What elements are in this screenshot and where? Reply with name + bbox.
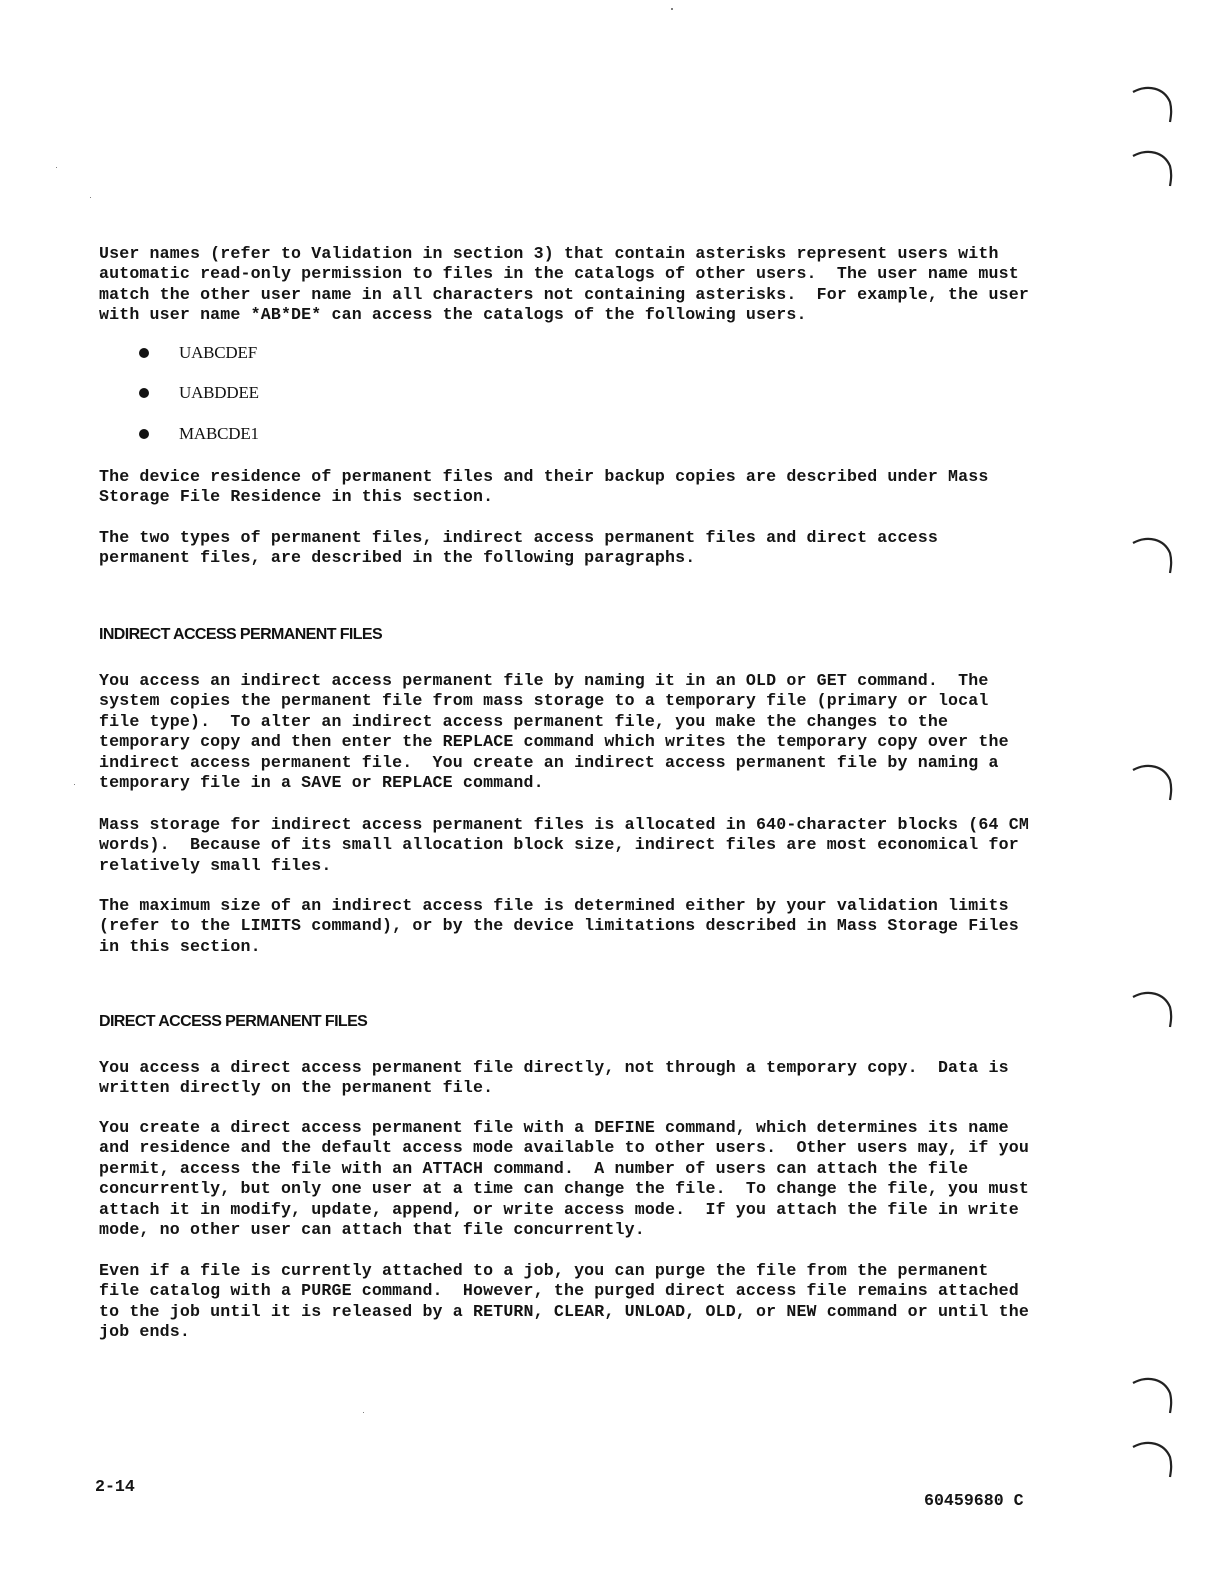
bullet-icon (139, 429, 149, 439)
paragraph-define-command: You create a direct access permanent file with a DEFINE command, which determines its name and residence and the default access mode available to other users. Other users may, if you permit, access the file with an ATTACH command. A number of users can attach the file concurrently, but only one user at a time can change the file. To change the file, you must attach it in modify, update, append, or write access mode. If you attach the file in write mode, no other user can attach that file concurrently. (99, 1118, 1029, 1240)
paragraph-user-names: User names (refer to Validation in section 3) that contain asterisks represent users with automatic read-only permission to files in the catalogs of other users. The user name must match the other user name in all characters not containing asterisks. For example, the user with user name *AB*DE* can access the catalogs of the following users. (99, 244, 1029, 325)
binder-hole-icon (1126, 82, 1176, 132)
bullet-icon (139, 388, 149, 398)
scan-speck (74, 784, 75, 785)
binder-hole-icon (1126, 987, 1176, 1037)
list-item (139, 343, 257, 363)
paragraph-device-residence: The device residence of permanent files and their backup copies are described under Mass Storage File Residence in this section. (99, 467, 989, 507)
scan-speck (671, 8, 673, 10)
binder-hole-icon (1126, 1437, 1176, 1487)
document-number: 60459680 C (924, 1491, 1024, 1510)
paragraph-maximum-size: The maximum size of an indirect access file is determined either by your validation limits (refer to the LIMITS command), or by the device limitations described in Mass Storage Files in this section. (99, 896, 1019, 956)
section-heading-direct: DIRECT ACCESS PERMANENT FILES (99, 1013, 368, 1030)
paragraph-purge-command: Even if a file is currently attached to a job, you can purge the file from the permanent file catalog with a PURGE command. However, the purged direct access file remains attached to the job until it is released by a RETURN, CLEAR, UNLOAD, OLD, or NEW command or until the job ends. (99, 1261, 1029, 1342)
bullet-user-name: UABDDEE (179, 383, 259, 402)
binder-hole-icon (1126, 760, 1176, 810)
binder-hole-icon (1126, 1373, 1176, 1423)
bullet-user-name: MABCDE1 (179, 424, 259, 443)
bullet-user-name: UABCDEF (179, 343, 257, 362)
paragraph-indirect-access: You access an indirect access permanent file by naming it in an OLD or GET command. The system copies the permanent file from mass storage to a temporary file (primary or local file type). To alter an indirect access permanent file, you make the changes to the temporary copy and then enter the REPLACE command which writes the temporary copy over the indirect access permanent file. You create an indirect access permanent file by naming a temporary file in a SAVE or REPLACE command. (99, 671, 1009, 793)
section-heading-indirect: INDIRECT ACCESS PERMANENT FILES (99, 626, 383, 643)
paragraph-mass-storage: Mass storage for indirect access permanent files is allocated in 640-character blocks (64 CM words). Because of its small allocation block size, indirect files are most economical for relatively small files. (99, 815, 1029, 875)
paragraph-two-types: The two types of permanent files, indirect access permanent files and direct access permanent files, are described in the following paragraphs. (99, 528, 938, 568)
page-number: 2-14 (95, 1477, 135, 1496)
scan-speck (56, 167, 57, 168)
binder-hole-icon (1126, 533, 1176, 583)
binder-hole-icon (1126, 146, 1176, 196)
list-item (139, 424, 259, 444)
scan-speck (363, 1412, 364, 1413)
paragraph-direct-access: You access a direct access permanent file directly, not through a temporary copy. Data is written directly on the permanent file. (99, 1058, 1009, 1098)
bullet-icon (139, 348, 149, 358)
list-item (139, 383, 259, 403)
scan-speck (90, 197, 91, 198)
